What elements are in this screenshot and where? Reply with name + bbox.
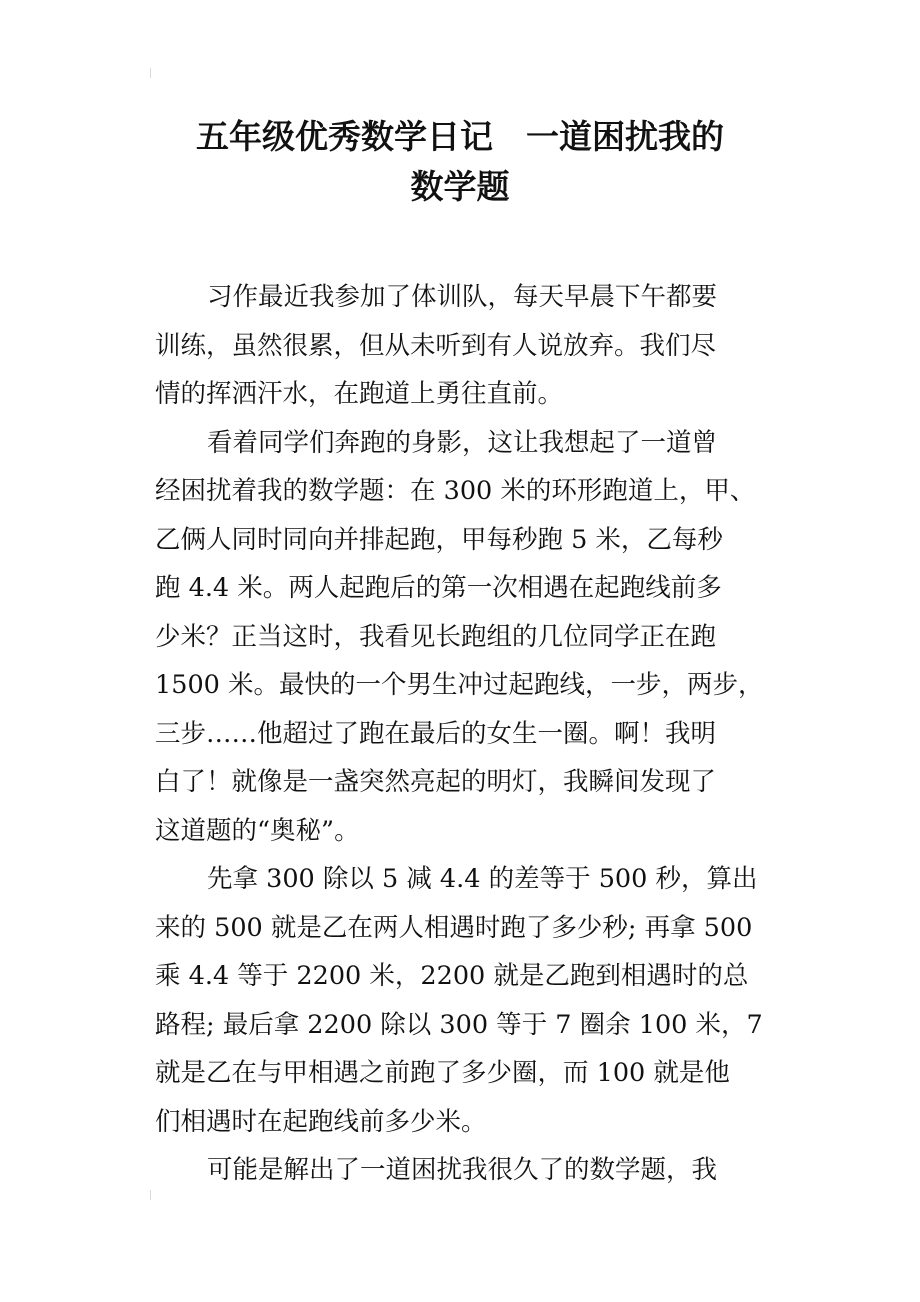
document-body [155, 273, 770, 1195]
paragraph-3 [155, 855, 770, 1146]
text-line: 三步……他超过了跑在最后的女生一圈。啊！我明 [155, 718, 717, 749]
text-line: 1500 米。最快的一个男生冲过起跑线，一步，两步， [155, 670, 764, 700]
text-line: 们相遇时在起跑线前多少米。 [155, 1106, 487, 1137]
paragraph-4 [155, 1146, 770, 1195]
text-line: 这道题的“奥秘”。 [155, 815, 360, 846]
text-line: 看着同学们奔跑的身影，这让我想起了一道曾 [207, 427, 718, 458]
text-line: 乙俩人同时同向并排起跑，甲每秒跑 5 米，乙每秒 [155, 524, 723, 555]
text-line: 白了！就像是一盏突然亮起的明灯，我瞬间发现了 [155, 767, 717, 797]
page-corner-mark [150, 1190, 155, 1200]
text-line: 路程; 最后拿 2200 除以 300 等于 7 圈余 100 米，7 [155, 1009, 763, 1040]
title-line-2: 数学题 [410, 167, 510, 206]
paragraph-1 [155, 273, 770, 419]
text-line: 来的 500 就是乙在两人相遇时跑了多少秒; 再拿 500 [155, 912, 753, 943]
text-line: 跑 4.4 米。两人起跑后的第一次相遇在起跑线前多 [155, 573, 722, 603]
text-line: 先拿 300 除以 5 减 4.4 的差等于 500 秒，算出 [207, 864, 758, 894]
text-line: 少米？正当这时，我看见长跑组的几位同学正在跑 [155, 621, 717, 652]
text-line: 乘 4.4 等于 2200 米，2200 就是乙跑到相遇时的总 [155, 961, 749, 991]
page-corner-mark [150, 68, 155, 78]
title-line-1: 五年级优秀数学日记 一道困扰我的 [196, 117, 724, 156]
text-line: 训练，虽然很累，但从未听到有人说放弃。我们尽 [155, 330, 717, 361]
text-line: 习作最近我参加了体训队，每天早晨下午都要 [207, 282, 718, 312]
text-line: 情的挥洒汗水，在跑道上勇往直前。 [155, 379, 564, 409]
text-line: 就是乙在与甲相遇之前跑了多少圈，而 100 就是他 [155, 1058, 730, 1088]
paragraph-2 [155, 419, 770, 856]
text-line: 经困扰着我的数学题：在 300 米的环形跑道上，甲、 [155, 476, 756, 506]
text-line: 可能是解出了一道困扰我很久了的数学题，我 [207, 1155, 718, 1185]
document-title [120, 112, 800, 212]
